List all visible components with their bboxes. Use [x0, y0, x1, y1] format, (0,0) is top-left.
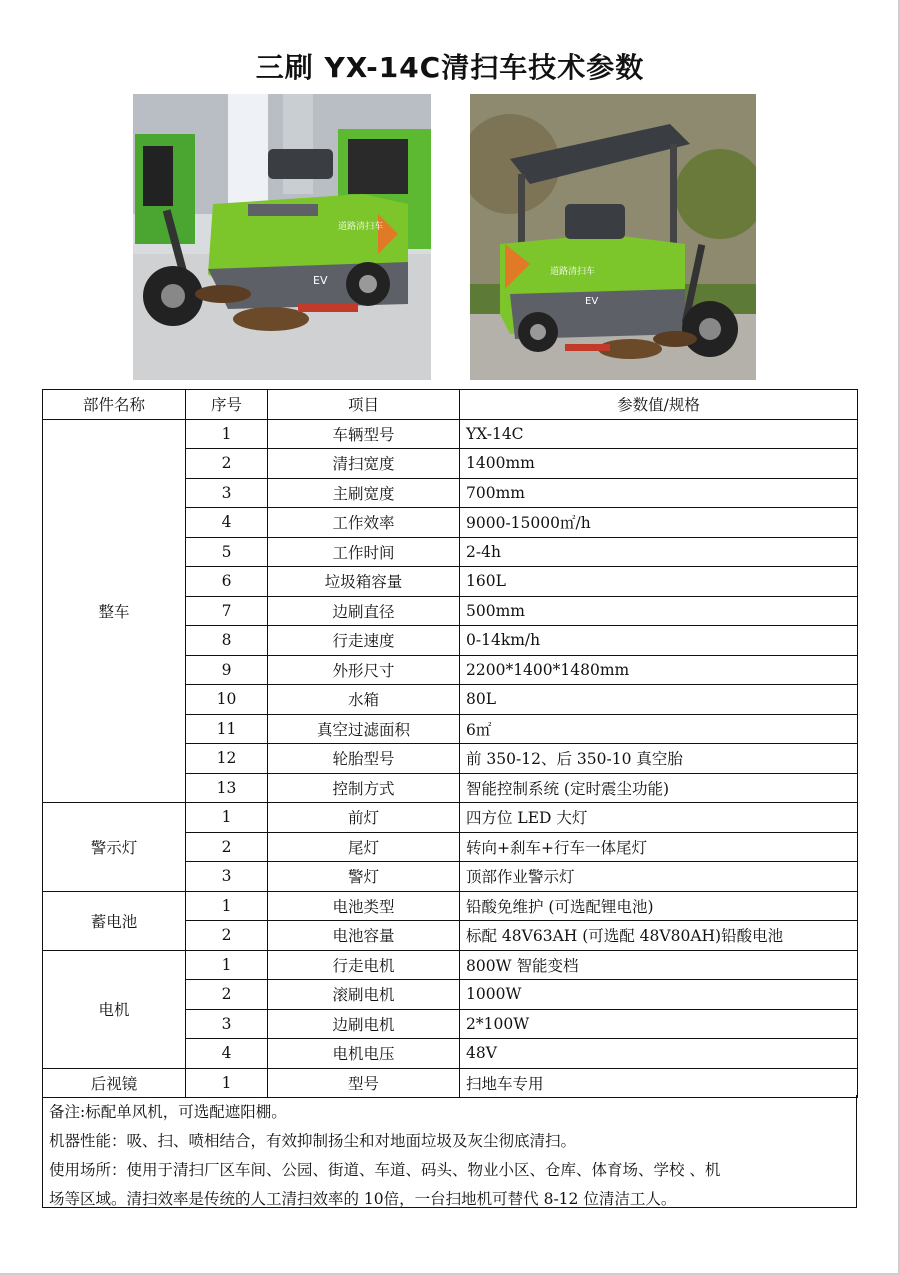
- ev-logo-right: EV: [585, 296, 599, 307]
- row-seq: 3: [186, 862, 268, 892]
- row-item: 边刷电机: [268, 1009, 460, 1039]
- row-seq: 9: [186, 655, 268, 685]
- row-item: 轮胎型号: [268, 744, 460, 774]
- page-title: 三刷 YX-14C清扫车技术参数: [255, 51, 645, 84]
- table-header-row: [43, 390, 858, 420]
- table-row: [43, 1068, 858, 1098]
- group-warning-lights: 警示灯: [43, 803, 186, 892]
- row-value: 智能控制系统 (定时震尘功能): [460, 773, 858, 803]
- row-seq: 6: [186, 567, 268, 597]
- row-value: 1400mm: [460, 449, 858, 479]
- row-value: 2-4h: [460, 537, 858, 567]
- row-seq: 7: [186, 596, 268, 626]
- header-item: 项目: [268, 390, 460, 420]
- row-item: 警灯: [268, 862, 460, 892]
- table-row: [43, 419, 858, 449]
- row-seq: 1: [186, 950, 268, 980]
- row-value: YX-14C: [460, 419, 858, 449]
- row-item: 车辆型号: [268, 419, 460, 449]
- row-item: 边刷直径: [268, 596, 460, 626]
- header-value: 参数值/规格: [460, 390, 858, 420]
- row-item: 工作效率: [268, 508, 460, 538]
- row-value: 9000-15000㎡/h: [460, 508, 858, 538]
- ev-logo-left: EV: [313, 274, 328, 287]
- row-seq: 2: [186, 980, 268, 1010]
- row-value: 500mm: [460, 596, 858, 626]
- row-item: 垃圾箱容量: [268, 567, 460, 597]
- row-item: 型号: [268, 1068, 460, 1098]
- row-seq: 11: [186, 714, 268, 744]
- row-value: 0-14km/h: [460, 626, 858, 656]
- spec-table: [42, 389, 858, 1098]
- row-value: 80L: [460, 685, 858, 715]
- sweeper-photo-outdoor-canopy: [470, 94, 756, 380]
- row-item: 水箱: [268, 685, 460, 715]
- row-item: 滚刷电机: [268, 980, 460, 1010]
- row-item: 主刷宽度: [268, 478, 460, 508]
- row-value: 铅酸免维护 (可选配锂电池): [460, 891, 858, 921]
- row-item: 电池容量: [268, 921, 460, 951]
- row-item: 外形尺寸: [268, 655, 460, 685]
- row-seq: 3: [186, 1009, 268, 1039]
- row-seq: 1: [186, 803, 268, 833]
- row-value: 转向+刹车+行车一体尾灯: [460, 832, 858, 862]
- row-value: 2200*1400*1480mm: [460, 655, 858, 685]
- row-value: 700mm: [460, 478, 858, 508]
- row-value: 前 350-12、后 350-10 真空胎: [460, 744, 858, 774]
- group-motor: 电机: [43, 950, 186, 1068]
- row-seq: 2: [186, 921, 268, 951]
- decal-text-right: 道路清扫车: [550, 267, 596, 277]
- row-value: 2*100W: [460, 1009, 858, 1039]
- row-seq: 4: [186, 508, 268, 538]
- row-seq: 3: [186, 478, 268, 508]
- row-seq: 5: [186, 537, 268, 567]
- group-battery: 蓄电池: [43, 891, 186, 950]
- row-item: 真空过滤面积: [268, 714, 460, 744]
- group-vehicle: 整车: [43, 419, 186, 803]
- row-seq: 2: [186, 449, 268, 479]
- row-item: 行走速度: [268, 626, 460, 656]
- row-seq: 12: [186, 744, 268, 774]
- row-seq: 1: [186, 891, 268, 921]
- row-seq: 10: [186, 685, 268, 715]
- row-value: 800W 智能变档: [460, 950, 858, 980]
- row-value: 四方位 LED 大灯: [460, 803, 858, 833]
- table-row: [43, 803, 858, 833]
- note-remark: 备注:标配单风机，可选配遮阳棚。: [49, 1103, 287, 1121]
- row-seq: 2: [186, 832, 268, 862]
- note-usage-line1: 使用场所：使用于清扫厂区车间、公园、街道、车道、码头、物业小区、仓库、体育场、学校 、机: [49, 1161, 721, 1179]
- note-performance: 机器性能：吸、扫、喷相结合，有效抑制扬尘和对地面垃圾及灰尘彻底清扫。: [49, 1132, 577, 1150]
- notes-box: [42, 1095, 857, 1208]
- header-seq: 序号: [186, 390, 268, 420]
- row-seq: 13: [186, 773, 268, 803]
- row-value: 顶部作业警示灯: [460, 862, 858, 892]
- table-row: [43, 950, 858, 980]
- row-item: 电机电压: [268, 1039, 460, 1069]
- decal-text-left: 道路清扫车: [338, 222, 384, 232]
- group-mirror: 后视镜: [43, 1068, 186, 1098]
- row-item: 工作时间: [268, 537, 460, 567]
- note-usage-line2: 场等区域。清扫效率是传统的人工清扫效率的 10倍，一台扫地机可替代 8-12 位清洁工人。: [49, 1190, 677, 1208]
- row-item: 控制方式: [268, 773, 460, 803]
- row-seq: 1: [186, 1068, 268, 1098]
- row-item: 清扫宽度: [268, 449, 460, 479]
- header-part: 部件名称: [43, 390, 186, 420]
- row-value: 标配 48V63AH (可选配 48V80AH)铅酸电池: [460, 921, 858, 951]
- row-value: 1000W: [460, 980, 858, 1010]
- row-item: 尾灯: [268, 832, 460, 862]
- row-item: 电池类型: [268, 891, 460, 921]
- row-value: 扫地车专用: [460, 1068, 858, 1098]
- row-seq: 4: [186, 1039, 268, 1069]
- row-seq: 1: [186, 419, 268, 449]
- row-value: 160L: [460, 567, 858, 597]
- row-seq: 8: [186, 626, 268, 656]
- sweeper-photo-indoor: [133, 94, 431, 380]
- row-value: 48V: [460, 1039, 858, 1069]
- row-item: 前灯: [268, 803, 460, 833]
- row-item: 行走电机: [268, 950, 460, 980]
- row-value: 6㎡: [460, 714, 858, 744]
- table-row: [43, 891, 858, 921]
